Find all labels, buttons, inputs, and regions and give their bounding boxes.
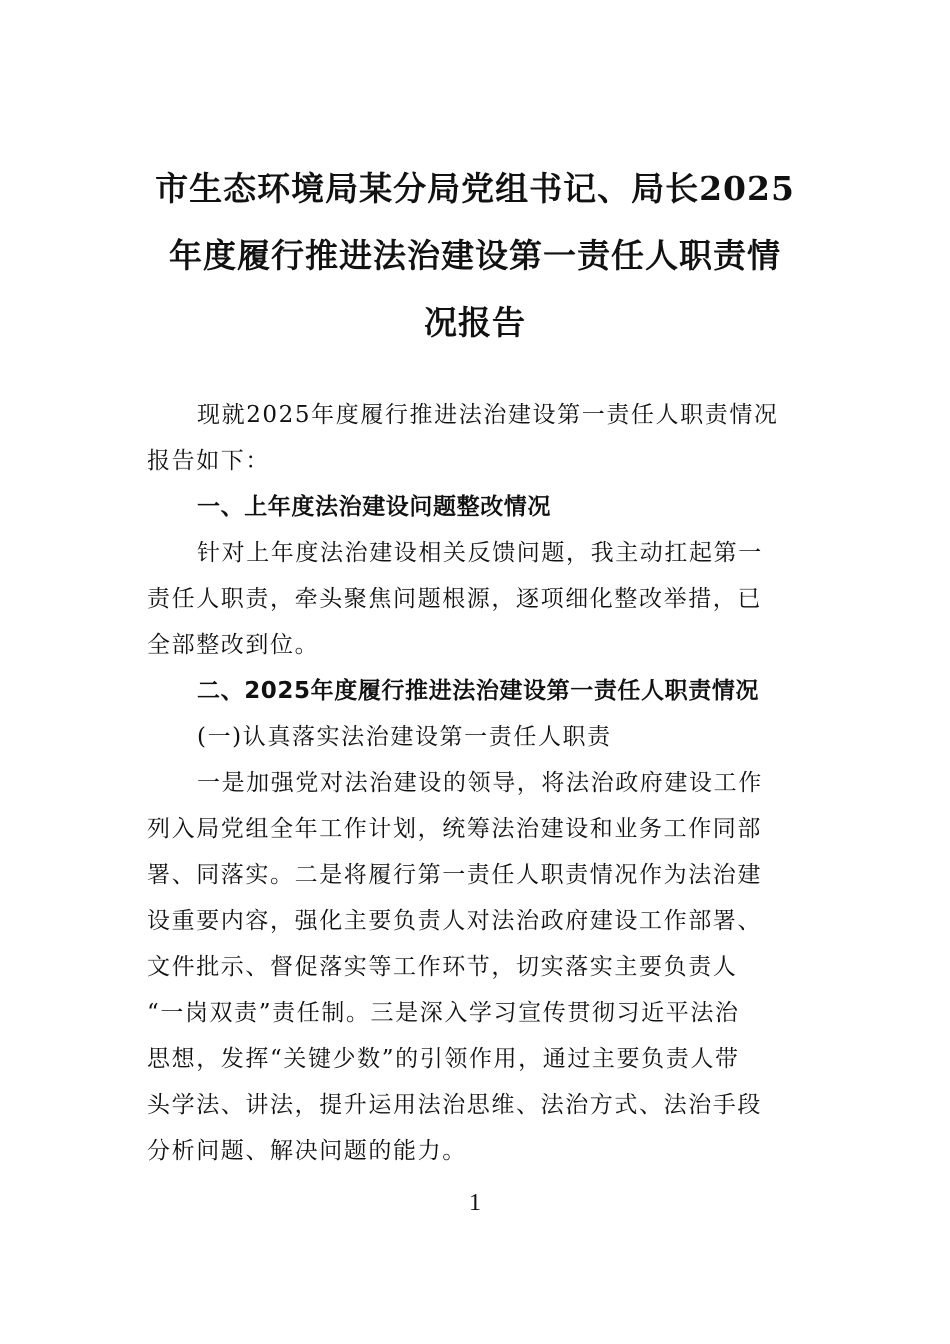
title-line: 年度履行推进法治建设第一责任人职责情 <box>169 236 781 275</box>
intro-line: 现就2025年度履行推进法治建设第一责任人职责情况 <box>197 402 779 428</box>
paragraph-line: 文件批示、督促落实等工作环节，切实落实主要负责人 <box>147 954 738 980</box>
paragraph-line: 全部整改到位。 <box>147 632 320 658</box>
paragraph-line: 思想，发挥“关键少数”的引领作用，通过主要负责人带 <box>147 1046 740 1072</box>
section-heading: 二、2025年度履行推进法治建设第一责任人职责情况 <box>197 678 760 704</box>
paragraph-line: 署、同落实。二是将履行第一责任人职责情况作为法治建 <box>147 862 762 888</box>
document-title <box>140 155 810 356</box>
paragraph-line: 一是加强党对法治建设的领导，将法治政府建设工作 <box>197 770 763 796</box>
paragraph-line: “一岗双责”责任制。三是深入学习宣传贯彻习近平法治 <box>147 1000 740 1026</box>
paragraph-line: 列入局党组全年工作计划，统筹法治建设和业务工作同部 <box>147 816 762 842</box>
document-body <box>147 392 807 1174</box>
section-heading: 一、上年度法治建设问题整改情况 <box>197 494 551 520</box>
paragraph-line: 针对上年度法治建设相关反馈问题，我主动扛起第一 <box>197 540 763 566</box>
page-number: 1 <box>469 1190 481 1216</box>
paragraph-line: 设重要内容，强化主要负责人对法治政府建设工作部署、 <box>147 908 762 934</box>
title-line: 市生态环境局某分局党组书记、局长2025 <box>155 169 795 208</box>
subsection-heading: (一)认真落实法治建设第一责任人职责 <box>197 724 612 750</box>
paragraph-line: 头学法、讲法，提升运用法治思维、法治方式、法治手段 <box>147 1092 762 1118</box>
paragraph-line: 责任人职责，牵头聚焦问题根源，逐项细化整改举措，已 <box>147 586 762 612</box>
intro-line: 报告如下： <box>147 448 270 474</box>
title-line: 况报告 <box>424 303 526 342</box>
paragraph-line: 分析问题、解决问题的能力。 <box>147 1138 467 1164</box>
